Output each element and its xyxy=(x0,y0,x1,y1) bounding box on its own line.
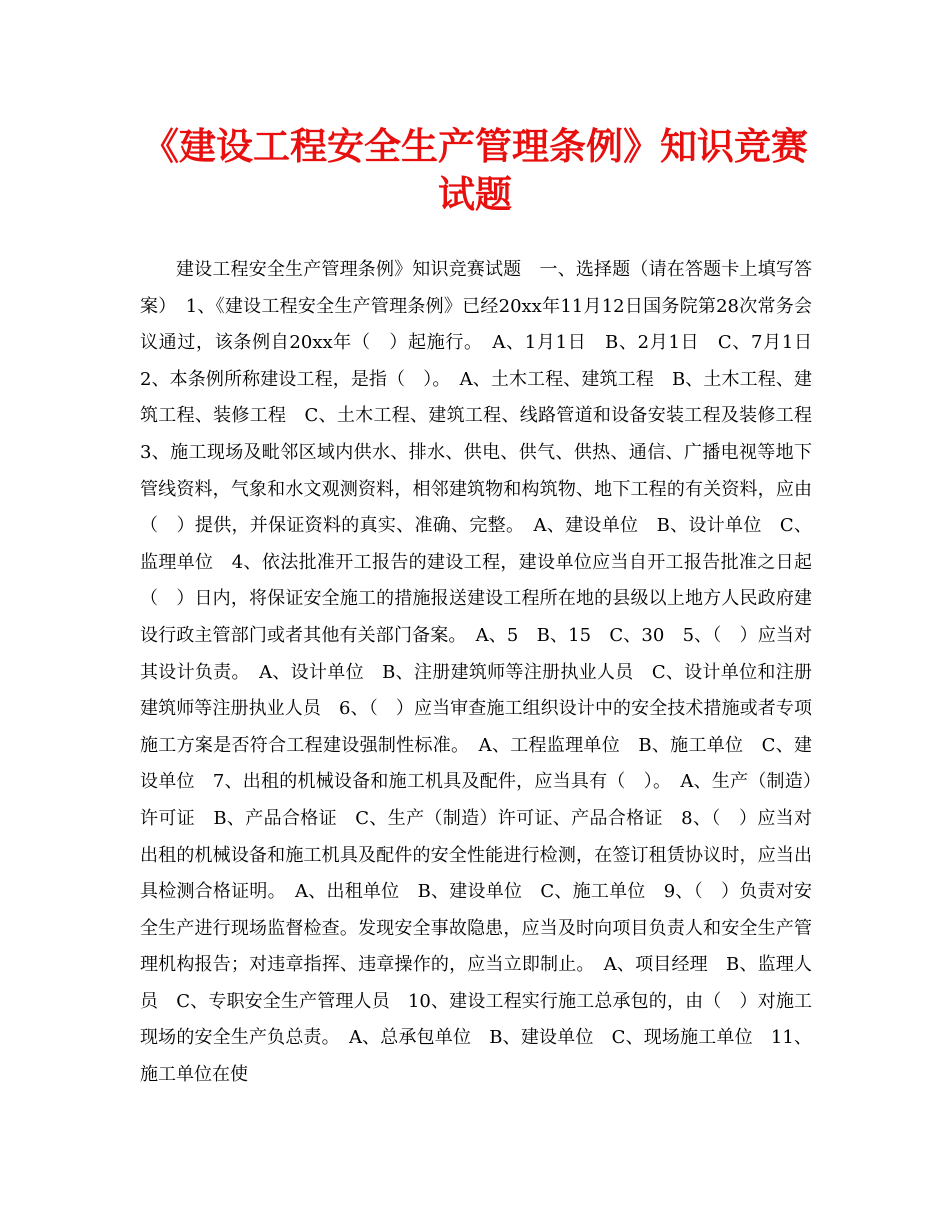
document-body-text: 建设工程安全生产管理条例》知识竞赛试题 一、选择题（请在答题卡上填写答案） 1、《建设工程安全生产管理条例》已经20xx年11月12日国务院第28次常务会议通过，该条例自20xx年（ ）起施行。 A、1月1日 B、2月1日 C、7月1日 2、本条例所称建设工程，是指（ ）。 A、土木工程、建筑工程 B、土木工程、建筑工程、装修工程 C、土木工程、建筑工程、线路管道和设备安装工程及装修工程 3、施工现场及毗邻区域内供水、排水、供电、供气、供热、通信、广播电视等地下管线资料，气象和水文观测资料，相邻建筑物和构筑物、地下工程的有关资料，应由（ ）提供，并保证资料的真实、准确、完整。 A、建设单位 B、设计单位 C、监理单位 4、依法批准开工报告的建设工程，建设单位应当自开工报告批准之日起（ ）日内，将保证安全施工的措施报送建设工程所在地的县级以上地方人民政府建设行政主管部门或者其他有关部门备案。 A、5 B、15 C、30 5、（ ）应当对其设计负责。 A、设计单位 B、注册建筑师等注册执业人员 C、设计单位和注册建筑师等注册执业人员 6、（ ）应当审查施工组织设计中的安全技术措施或者专项施工方案是否符合工程建设强制性标准。 A、工程监理单位 B、施工单位 C、建设单位 7、出租的机械设备和施工机具及配件，应当具有（ ）。 A、生产（制造）许可证 B、产品合格证 C、生产（制造）许可证、产品合格证 8、（ ）应当对出租的机械设备和施工机具及配件的安全性能进行检测，在签订租赁协议时，应当出具检测合格证明。 A、出租单位 B、建设单位 C、施工单位 9、（ ）负责对安全生产进行现场监督检查。发现安全事故隐患，应当及时向项目负责人和安全生产管理机构报告；对违章指挥、违章操作的，应当立即制止。 A、项目经理 B、监理人员 C、专职安全生产管理人员 10、建设工程实行施工总承包的，由（ ）对施工现场的安全生产负总责。 A、总承包单位 B、建设单位 C、现场施工单位 11、施工单位在使 xyxy=(140,259,830,1086)
document-title: 《建设工程安全生产管理条例》知识竞赛试题 xyxy=(142,124,808,216)
